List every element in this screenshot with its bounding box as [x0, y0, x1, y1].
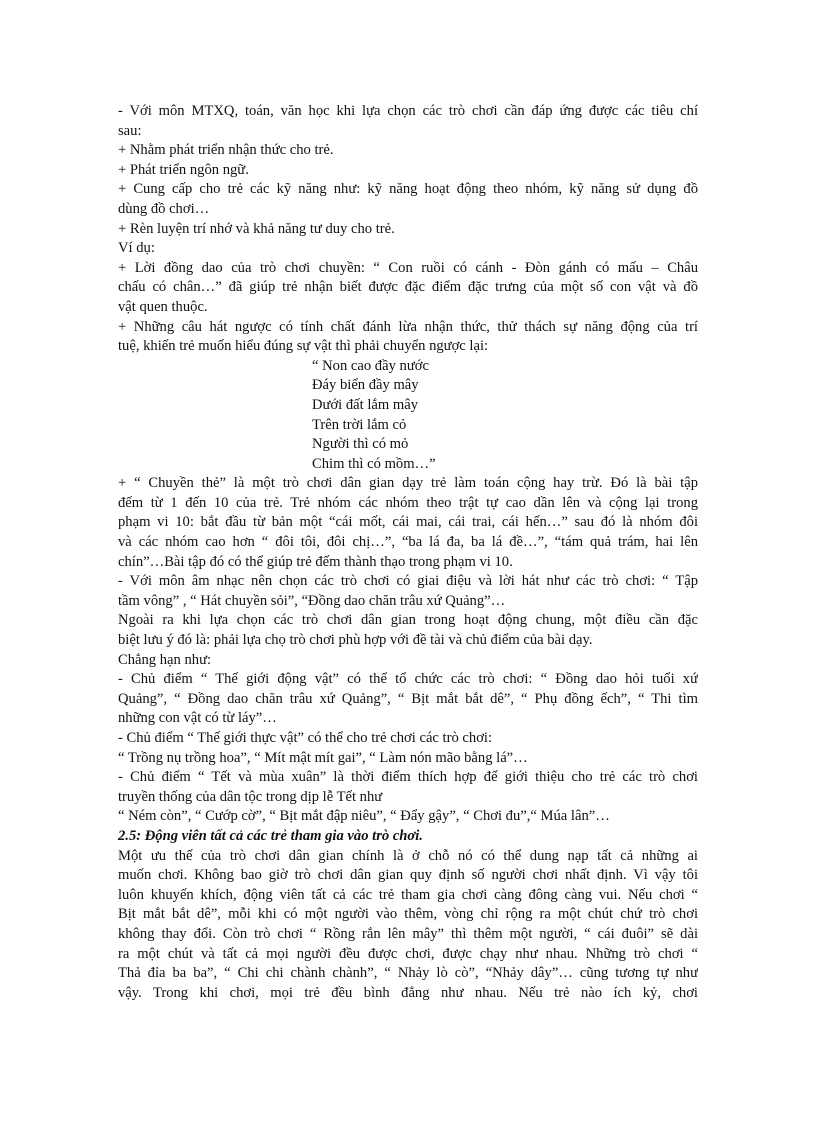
text-line: biệt lưu ý đó là: phải lựa chọ trò chơi phù hợp với đề tài và chủ điểm của bài dạy. — [118, 632, 593, 649]
poem-line: Trên trời lắm cỏ — [312, 416, 407, 433]
text-line: “ Ném còn”, “ Cướp cờ”, “ Bịt mắt đập niêu”, “ Đẩy gậy”, “ Chơi đu”,“ Múa lân”… — [118, 808, 610, 825]
section-heading: 2.5: Động viên tất cả các trẻ tham gia vào trò chơi. — [118, 827, 423, 844]
text-line: - Chủ điểm “ Tết và mùa xuân” là thời điểm thích hợp để giới thiệu cho trẻ các trò chơi — [118, 769, 698, 786]
poem-line: Người thì có mỏ — [312, 436, 409, 453]
document-page — [118, 102, 698, 1003]
text-line: tuệ, khiến trẻ muốn hiểu đúng sự vật thì phải chuyển ngược lại: — [118, 338, 489, 355]
text-line: chấu có chân…” đã giúp trẻ nhận biết được đặc điểm đặc trưng của một số con vật và đồ — [118, 279, 698, 296]
text-line: Thả đỉa ba ba”, “ Chi chi chành chành”, “ Nhảy lò cò”, “Nhảy dây”… cũng tương tự như — [118, 965, 698, 982]
text-line: chín”…Bài tập đó có thể giúp trẻ đếm thành thạo trong phạm vi 10. — [118, 553, 513, 570]
poem-line: “ Non cao đầy nước — [312, 357, 429, 374]
text-line: Ngoài ra khi lựa chọn các trò chơi dân gian trong hoạt động chung, một điều cần đặc — [118, 612, 698, 629]
text-line: + “ Chuyền thẻ” là một trò chơi dân gian dạy trẻ làm toán cộng hay trừ. Đó là bài tập — [118, 475, 698, 492]
text-line: “ Trồng nụ trồng hoa”, “ Mít mật mít gai”, “ Làm nón mão bằng lá”… — [118, 749, 528, 766]
poem-line: Chim thì có mồm…” — [312, 455, 436, 472]
text-line: - Chủ điểm “ Thế giới thực vật” có thể cho trẻ chơi các trò chơi: — [118, 730, 493, 746]
text-line: Bịt mắt bắt dê”, mỗi khi có một người vào thêm, vòng chỉ rộng ra một chút chứ trò chơi — [118, 906, 698, 923]
text-line: ra một chút và tất cả mọi người đều được chơi, được chạy như nhau. Những trò chơi “ — [118, 945, 698, 962]
text-line: dùng đồ chơi… — [118, 200, 210, 217]
text-line: truyền thống của dân tộc trong dịp lễ Tết như — [118, 788, 383, 805]
text-line: + Rèn luyện trí nhớ và khả năng tư duy cho trẻ. — [118, 220, 395, 237]
text-line: - Với môn âm nhạc nên chọn các trò chơi có giai điệu và lời hát như các trò chơi: “ Tập — [118, 573, 698, 590]
text-line: đếm từ 1 đến 10 của trẻ. Trẻ nhóm các nhóm theo trật tự cao dần lên và cộng lại trong — [118, 494, 698, 511]
text-line: - Chủ điểm “ Thế giới động vật” có thể tổ chức các trò chơi: “ Đồng dao hỏi tuổi xứ — [118, 671, 698, 688]
text-line: Một ưu thế của trò chơi dân gian chính là ở chỗ nó có thể dung nạp tất cả những ai — [118, 847, 698, 864]
document-body — [118, 102, 698, 1003]
text-line: và các nhóm cao hơn “ đôi tôi, đôi chị…”, “ba lá đa, ba lá đề…”, “tám quả trám, hai lên — [118, 534, 698, 551]
text-line: luôn khuyến khích, động viên tất cả các trẻ tham gia chơi càng đông càng vui. Nếu chơi “ — [118, 886, 698, 903]
text-line: không thay đổi. Còn trò chơi “ Rồng rắn lên mây” thì thêm một người, “ cái đuôi” sẽ dài — [118, 925, 698, 942]
text-line: + Lời đồng dao của trò chơi chuyền: “ Con ruồi có cánh - Đòn gánh có mấu – Châu — [118, 259, 698, 276]
text-line: Quảng”, “ Đồng dao chăn trâu xứ Quảng”, “ Bịt mắt bắt dê”, “ Phụ đồng ếch”, “ Thi tìm — [118, 690, 698, 707]
text-line: + Nhằm phát triển nhận thức cho trẻ. — [118, 142, 334, 159]
text-line: sau: — [118, 122, 142, 139]
text-line: Chẳng hạn như: — [118, 651, 212, 668]
poem-line: Dưới đất lắm mây — [312, 396, 419, 413]
text-line: phạm vi 10: bắt đầu từ bản một “cái mốt, cái mai, cái trai, cái hến…” sau đó là nhóm đôi — [118, 514, 698, 531]
text-line: những con vật có từ láy”… — [118, 710, 277, 727]
poem-line: Đáy biển đầy mây — [312, 377, 419, 394]
text-line: - Với môn MTXQ, toán, văn học khi lựa chọn các trò chơi cần đáp ứng được các tiêu chí — [118, 103, 698, 119]
text-line: + Những câu hát ngược có tính chất đánh lừa nhận thức, thử thách sự năng động của trí — [118, 318, 698, 335]
text-line: Ví dụ: — [118, 240, 155, 257]
text-line: muốn chơi. Không bao giờ trò chơi dân gian quy định số người chơi nhất định. Vì vậy tôi — [118, 867, 698, 884]
text-line: + Phát triển ngôn ngữ. — [118, 161, 249, 178]
text-line: tầm vông” , “ Hát chuyền sỏi”, “Đồng dao chăn trâu xứ Quảng”… — [118, 592, 506, 609]
text-line: vậy. Trong khi chơi, mọi trẻ đều bình đẳng như nhau. Nếu trẻ nào ích kỷ, chơi — [118, 984, 698, 1001]
text-line: + Cung cấp cho trẻ các kỹ năng như: kỹ năng hoạt động theo nhóm, kỹ năng sử dụng đồ — [118, 181, 698, 198]
text-line: vật quen thuộc. — [118, 298, 208, 315]
